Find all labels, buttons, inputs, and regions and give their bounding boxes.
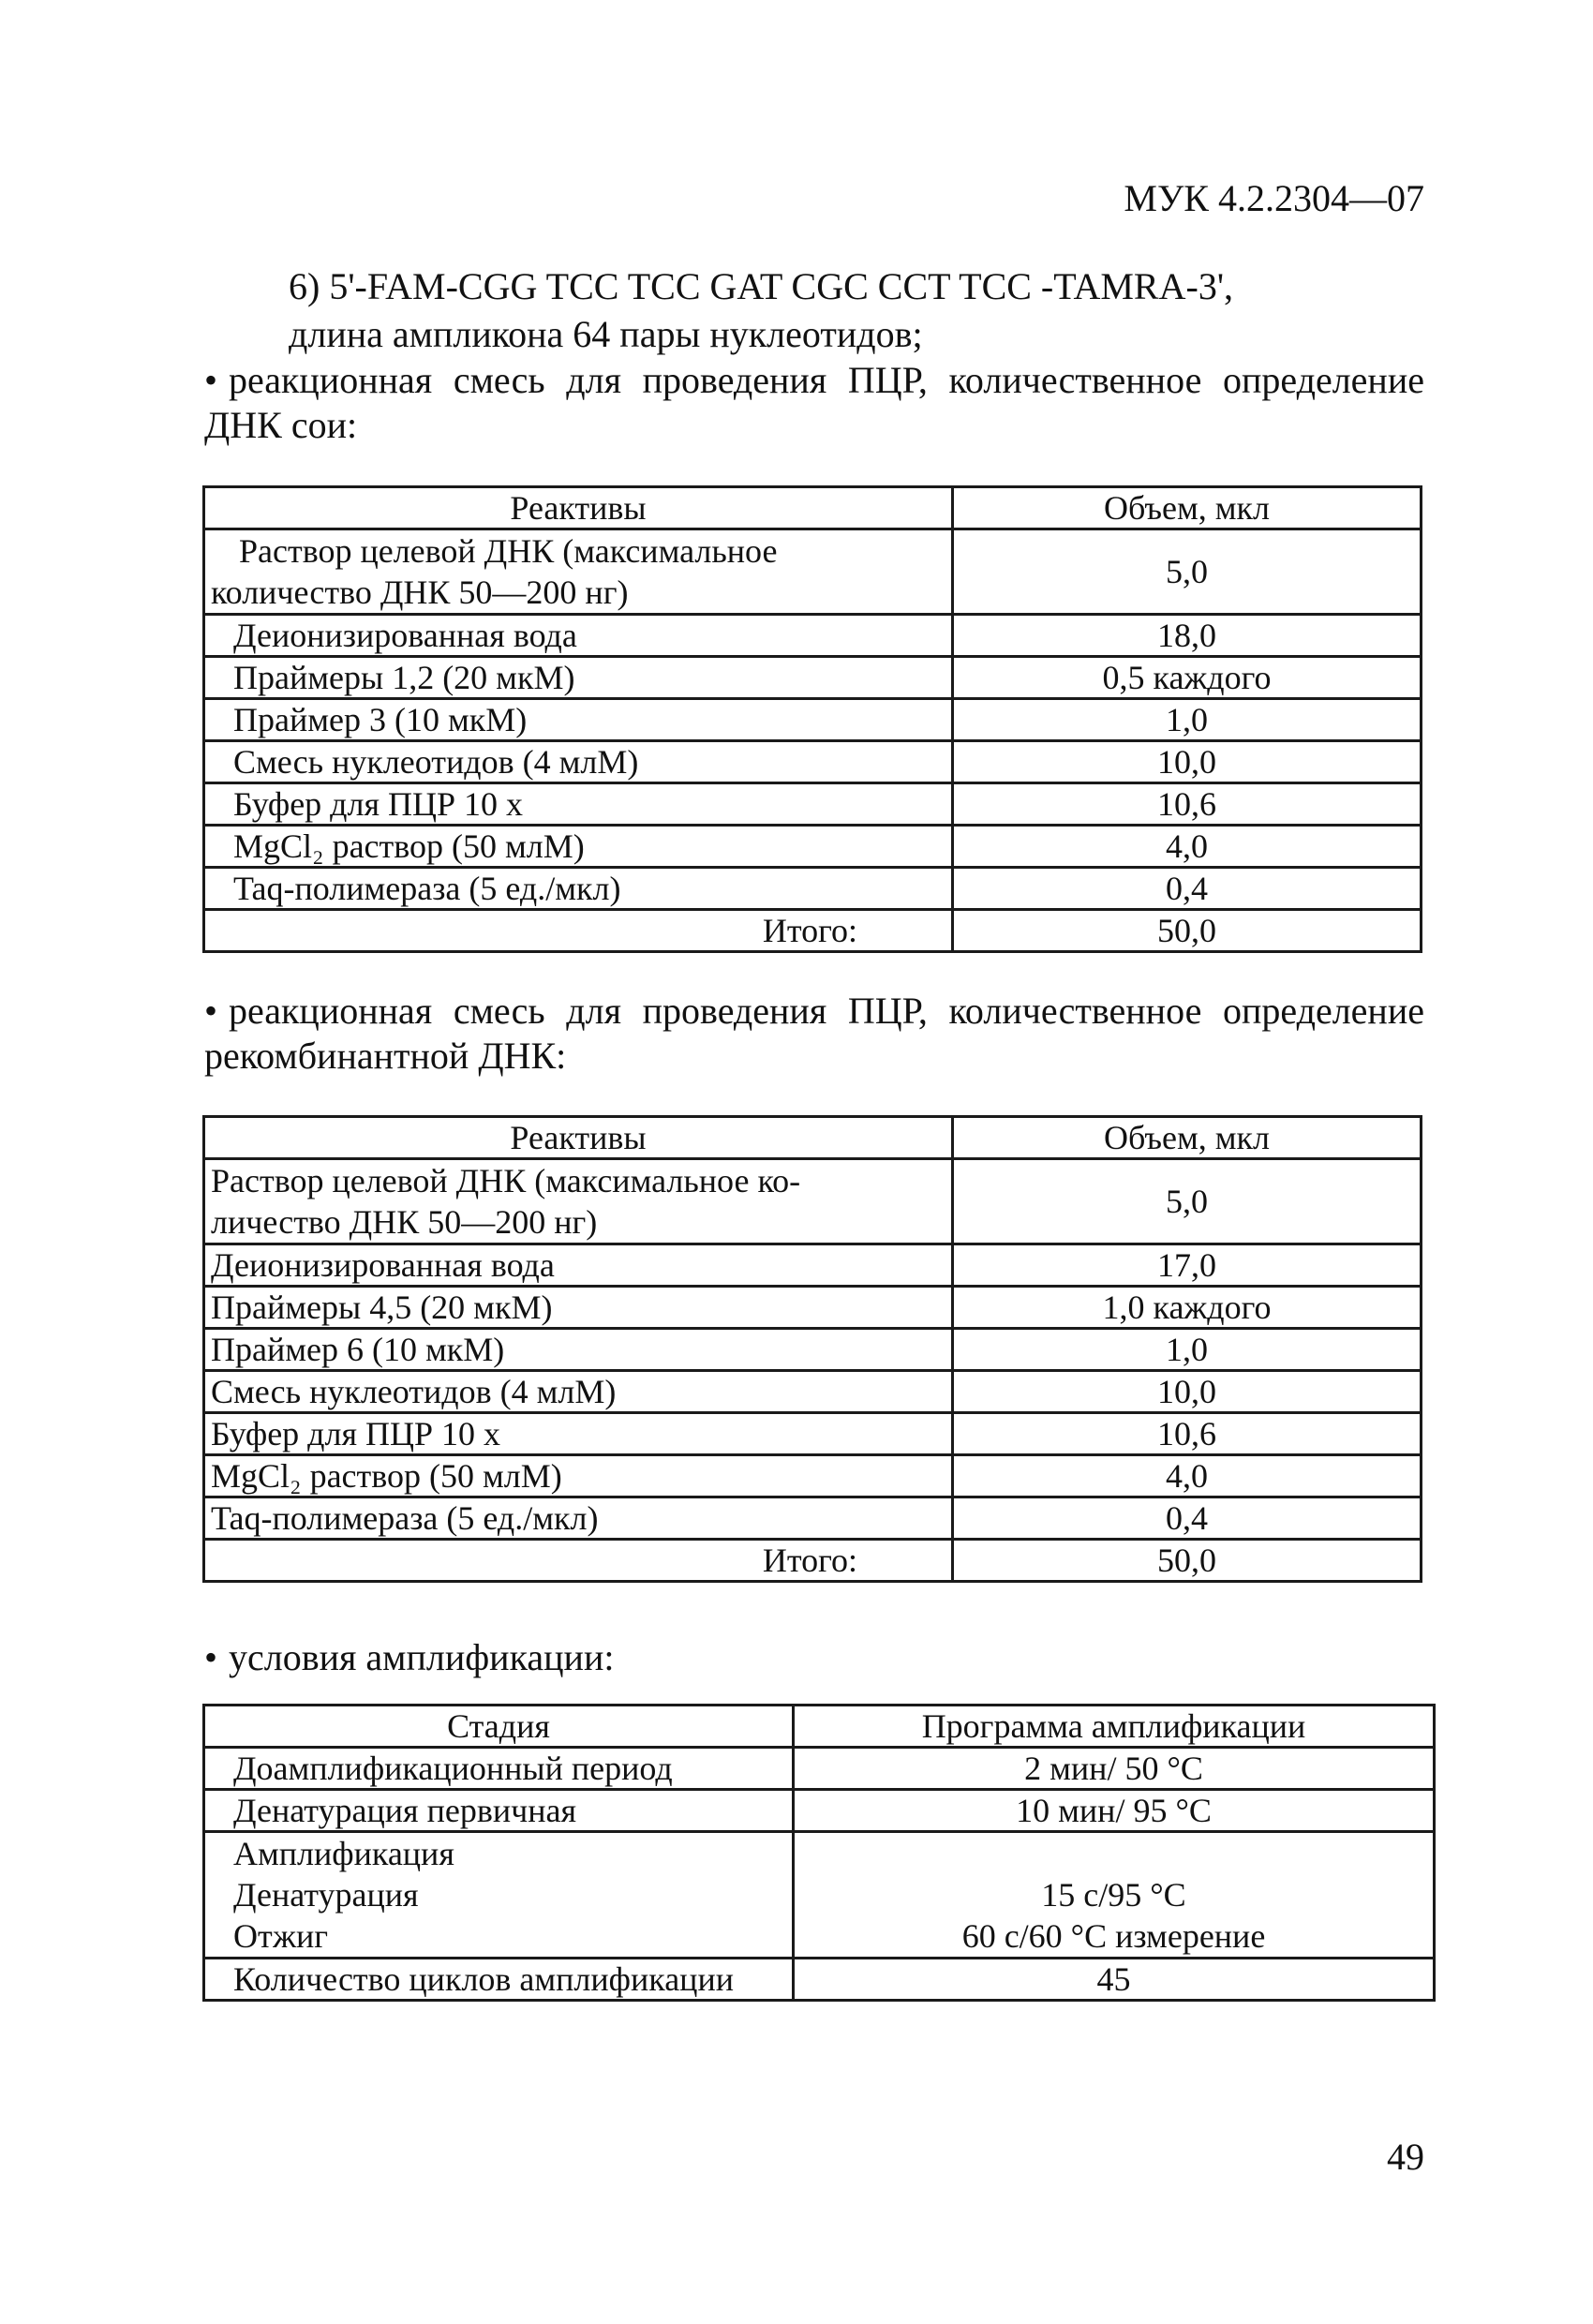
reagent-line-2: количество ДНК 50—200 нг) xyxy=(211,574,629,611)
reagent-cell: Буфер для ПЦР 10 х xyxy=(204,1413,953,1455)
volume-cell: 18,0 xyxy=(953,615,1422,657)
table-row xyxy=(204,741,1422,783)
col-header-program: Программа амплификации xyxy=(794,1706,1435,1748)
volume-cell: 17,0 xyxy=(953,1244,1422,1287)
total-label: Итого: xyxy=(204,1540,953,1582)
total-label: Итого: xyxy=(204,910,953,952)
reagent-cell: Праймеры 1,2 (20 мкМ) xyxy=(204,657,953,699)
amplicon-length: длина ампликона 64 пары нуклеотидов; xyxy=(289,313,923,355)
program-cell: 45 xyxy=(794,1959,1435,2001)
section-recombinant-dna-text: реакционная смесь для проведения ПЦР, количественное определение рекомбинантной ДНК: xyxy=(204,990,1424,1077)
reagent-cell: Праймеры 4,5 (20 мкМ) xyxy=(204,1287,953,1329)
volume-cell: 0,5 каждого xyxy=(953,657,1422,699)
program-cell: 10 мин/ 95 °С xyxy=(794,1790,1435,1832)
col-header-reagents: Реактивы xyxy=(204,1117,953,1159)
reagents-table-soy xyxy=(202,485,1422,953)
program-line-denaturation: 15 с/95 °С xyxy=(1041,1876,1186,1914)
primer-sequence: 6) 5'-FAM-CGG TCC TCC GAT CGC CCT TCC -TAMRA-3', xyxy=(289,265,1234,307)
volume-cell: 0,4 xyxy=(953,868,1422,910)
reagent-line-1: Раствор целевой ДНК (максимальное xyxy=(239,532,778,570)
table-row xyxy=(204,826,1422,868)
table-row xyxy=(204,1497,1422,1540)
volume-cell: 5,0 xyxy=(953,1159,1422,1244)
volume-cell: 10,0 xyxy=(953,741,1422,783)
reagent-cell: Смесь нуклеотидов (4 млМ) xyxy=(204,1371,953,1413)
volume-cell: 1,0 xyxy=(953,699,1422,741)
table-row xyxy=(204,615,1422,657)
table-row xyxy=(204,868,1422,910)
volume-cell: 5,0 xyxy=(953,529,1422,615)
table-header-row xyxy=(204,1117,1422,1159)
col-header-volume: Объем, мкл xyxy=(953,1117,1422,1159)
document-code: МУК 4.2.2304—07 xyxy=(1124,177,1424,219)
volume-cell: 4,0 xyxy=(953,826,1422,868)
table-row xyxy=(204,1329,1422,1371)
col-header-volume: Объем, мкл xyxy=(953,487,1422,529)
reagent-cell xyxy=(204,529,953,615)
section-soy-dna-text: реакционная смесь для проведения ПЦР, количественное определение ДНК сои: xyxy=(204,359,1424,446)
reagent-cell: Праймер 6 (10 мкМ) xyxy=(204,1329,953,1371)
reagent-cell: Праймер 3 (10 мкМ) xyxy=(204,699,953,741)
reagent-cell xyxy=(204,1159,953,1244)
bullet-icon: • xyxy=(204,990,218,1032)
section-recombinant-dna xyxy=(204,989,1424,1079)
total-value: 50,0 xyxy=(953,1540,1422,1582)
volume-cell: 4,0 xyxy=(953,1455,1422,1497)
volume-cell: 10,6 xyxy=(953,783,1422,826)
reagent-cell: Taq-полимераза (5 ед./мкл) xyxy=(204,1497,953,1540)
table-row xyxy=(204,1959,1435,2001)
stage-line-denaturation: Денатурация xyxy=(233,1876,419,1914)
table-row xyxy=(204,1371,1422,1413)
stage-cell: Количество циклов амплификации xyxy=(204,1959,794,2001)
volume-cell: 1,0 xyxy=(953,1329,1422,1371)
reagent-line-1: Раствор целевой ДНК (максимальное ко- xyxy=(211,1162,801,1199)
volume-cell: 0,4 xyxy=(953,1497,1422,1540)
reagent-cell: Деионизированная вода xyxy=(204,615,953,657)
program-cell xyxy=(794,1832,1435,1959)
table-header-row xyxy=(204,487,1422,529)
col-header-stage: Стадия xyxy=(204,1706,794,1748)
bullet-icon: • xyxy=(204,359,218,401)
volume-cell: 1,0 каждого xyxy=(953,1287,1422,1329)
reagent-cell: Taq-полимераза (5 ед./мкл) xyxy=(204,868,953,910)
table-row xyxy=(204,1159,1422,1244)
table-header-row xyxy=(204,1706,1435,1748)
table-total-row xyxy=(204,910,1422,952)
table-row xyxy=(204,1790,1435,1832)
program-cell: 2 мин/ 50 °С xyxy=(794,1748,1435,1790)
amplification-table xyxy=(202,1704,1436,2002)
table-row xyxy=(204,1832,1435,1959)
reagent-cell: Буфер для ПЦР 10 х xyxy=(204,783,953,826)
col-header-reagents: Реактивы xyxy=(204,487,953,529)
program-line-annealing: 60 с/60 °С измерение xyxy=(961,1917,1266,1955)
table-row xyxy=(204,1287,1422,1329)
table-row xyxy=(204,1748,1435,1790)
section-amplification-conditions-text: условия амплификации: xyxy=(229,1636,615,1678)
reagent-cell: Деионизированная вода xyxy=(204,1244,953,1287)
table-row xyxy=(204,657,1422,699)
stage-cell: Денатурация первичная xyxy=(204,1790,794,1832)
bullet-icon: • xyxy=(204,1636,218,1678)
stage-line-annealing: Отжиг xyxy=(233,1917,329,1955)
section-amplification-conditions xyxy=(204,1635,1424,1680)
reagents-table-recombinant xyxy=(202,1115,1422,1583)
table-row xyxy=(204,1413,1422,1455)
stage-cell xyxy=(204,1832,794,1959)
reagent-cell: Смесь нуклеотидов (4 млМ) xyxy=(204,741,953,783)
volume-cell: 10,6 xyxy=(953,1413,1422,1455)
stage-cell: Доамплификационный период xyxy=(204,1748,794,1790)
reagent-line-2: личество ДНК 50—200 нг) xyxy=(211,1203,598,1241)
table-row xyxy=(204,1455,1422,1497)
table-row xyxy=(204,699,1422,741)
page-number: 49 xyxy=(1387,2136,1424,2178)
table-row xyxy=(204,529,1422,615)
table-row xyxy=(204,1244,1422,1287)
table-total-row xyxy=(204,1540,1422,1582)
reagent-cell: MgCl₂ раствор (50 млМ) xyxy=(204,1455,953,1497)
total-value: 50,0 xyxy=(953,910,1422,952)
volume-cell: 10,0 xyxy=(953,1371,1422,1413)
table-row xyxy=(204,783,1422,826)
section-soy-dna xyxy=(204,358,1424,448)
stage-line-amplification: Амплификация xyxy=(233,1835,454,1872)
reagent-cell: MgCl₂ раствор (50 млМ) xyxy=(204,826,953,868)
